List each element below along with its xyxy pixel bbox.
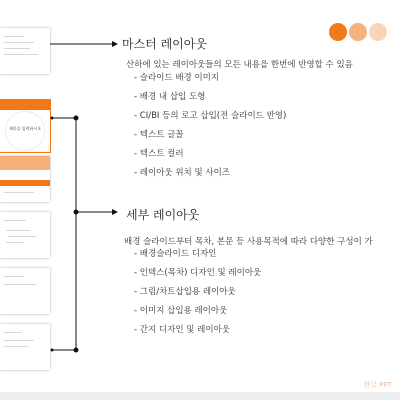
list-item: - 레이아웃 위치 및 사이즈	[134, 164, 286, 183]
master-layout-title: 마스터 레이아웃	[122, 37, 207, 51]
list-item: - CI/BI 등의 로고 삽입(전 슬라이드 반영)	[134, 107, 286, 126]
bracket-dot-icon	[74, 210, 79, 215]
pale-orange-circle-icon	[369, 23, 387, 41]
bracket-dot-icon	[74, 116, 79, 121]
bracket-dot-icon	[74, 348, 79, 353]
list-item: - 간지 디자인 및 레이아웃	[134, 321, 261, 340]
master-arrow-head-icon	[112, 41, 118, 47]
slide-thumbnail-divider[interactable]	[0, 324, 50, 370]
decorative-circles	[328, 22, 392, 42]
master-layout-list	[134, 69, 286, 183]
thumbnail-title-text: 제목을 입력하시오	[8, 126, 42, 131]
slide-thumbnail-master[interactable]	[0, 28, 50, 74]
list-item: - 인덱스(목차) 디자인 및 레이아웃	[134, 264, 261, 283]
master-layout-desc: 산하에 있는 레이아웃들의 모든 내용을 한번에 반영할 수 있음	[126, 60, 353, 70]
slide-thumbnail-index[interactable]	[0, 156, 50, 202]
bottom-edge	[0, 392, 400, 400]
light-orange-circle-icon	[349, 23, 367, 41]
orange-circle-icon	[329, 23, 347, 41]
list-item: - 그림/차트삽입용 레이아웃	[134, 283, 261, 302]
list-item: - 이미지 삽입용 레이아웃	[134, 302, 261, 321]
slide-thumbnail-chart[interactable]	[0, 212, 50, 258]
list-item: - 배경슬라이드 디자인	[134, 245, 261, 264]
list-item: - 배경 내 삽입 도형	[134, 88, 286, 107]
detail-layout-title: 세부 레이아웃	[126, 208, 200, 222]
detail-arrow-head-icon	[112, 209, 118, 215]
list-item: - 슬라이드 배경 이미지	[134, 69, 286, 88]
watermark: 한글 PPT	[363, 381, 392, 389]
slide-thumbnail-title[interactable]	[0, 100, 50, 152]
detail-layout-desc: 배경 슬라이드부터 목차, 본문 등 사용목적에 따라 다양한 구성이 가	[124, 237, 373, 247]
slide-thumbnail-image[interactable]	[0, 268, 50, 314]
list-item: - 텍스트 컬러	[134, 145, 286, 164]
list-item: - 텍스트 글꼴	[134, 126, 286, 145]
slide-thumbnail-panel	[0, 24, 50, 384]
detail-layout-list	[134, 245, 261, 340]
